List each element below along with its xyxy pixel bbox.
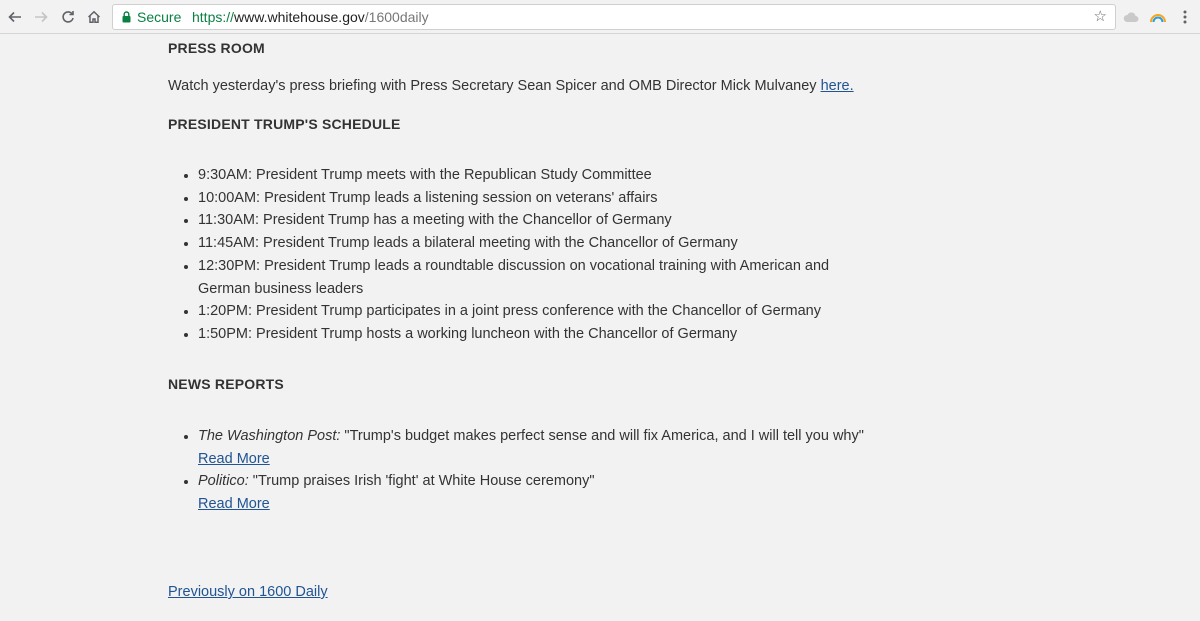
news-source: Politico: <box>198 473 249 490</box>
lock-icon <box>122 11 131 23</box>
read-more-link[interactable]: Read More <box>198 496 270 513</box>
home-icon[interactable] <box>84 6 104 28</box>
list-item: • 11:30AM: President Trump has a meeting with the Chancellor of Germany <box>198 209 918 232</box>
url-text <box>192 5 429 29</box>
url-path: /1600daily <box>364 9 429 25</box>
read-more-link[interactable]: Read More <box>198 450 270 467</box>
cloud-extension-icon[interactable] <box>1122 8 1140 26</box>
address-bar[interactable] <box>112 4 1116 30</box>
news-heading: NEWS REPORTS <box>168 376 284 392</box>
previous-link-row <box>168 584 328 600</box>
press-room-description: Watch yesterday's press briefing with Press Secretary Sean Spicer and OMB Director Mick Mulvaney <box>168 78 821 94</box>
news-list <box>168 425 918 516</box>
browser-toolbar <box>0 0 1200 34</box>
url-scheme: https:// <box>192 9 235 25</box>
url-host: www.whitehouse.gov <box>234 9 365 25</box>
schedule-list <box>168 164 918 346</box>
list-item: • 1:50PM: President Trump hosts a working luncheon with the Chancellor of Germany <box>198 323 918 346</box>
list-item: • 10:00AM: President Trump leads a listening session on veterans' affairs <box>198 187 918 210</box>
list-item: • 1:20PM: President Trump participates in a joint press conference with the Chancellor of Germany <box>198 300 918 323</box>
rainbow-extension-icon[interactable] <box>1149 8 1167 26</box>
star-icon[interactable]: ☆ <box>1093 8 1107 25</box>
list-item: • 12:30PM: President Trump leads a roundtable discussion on vocational training with American and German business leaders <box>198 255 878 300</box>
secure-label: Secure <box>137 9 182 25</box>
press-room-text <box>168 78 854 94</box>
reload-icon[interactable] <box>58 6 78 28</box>
list-item: • 11:45AM: President Trump leads a bilateral meeting with the Chancellor of Germany <box>198 232 918 255</box>
menu-icon[interactable] <box>1176 8 1194 26</box>
press-briefing-link[interactable]: here. <box>820 78 854 94</box>
list-item <box>198 425 918 470</box>
previously-link[interactable]: Previously on 1600 Daily <box>168 584 328 600</box>
news-headline: "Trump's budget makes perfect sense and will fix America, and I will tell you why" <box>340 428 864 444</box>
news-source: The Washington Post: <box>198 428 341 444</box>
forward-icon[interactable] <box>31 6 51 28</box>
list-item: • 9:30AM: President Trump meets with the Republican Study Committee <box>198 164 918 187</box>
schedule-heading: PRESIDENT TRUMP'S SCHEDULE <box>168 116 401 132</box>
press-room-heading: PRESS ROOM <box>168 40 265 56</box>
news-headline: "Trump praises Irish 'fight' at White House ceremony" <box>248 473 595 490</box>
list-item <box>198 470 918 515</box>
back-icon[interactable] <box>5 6 25 28</box>
